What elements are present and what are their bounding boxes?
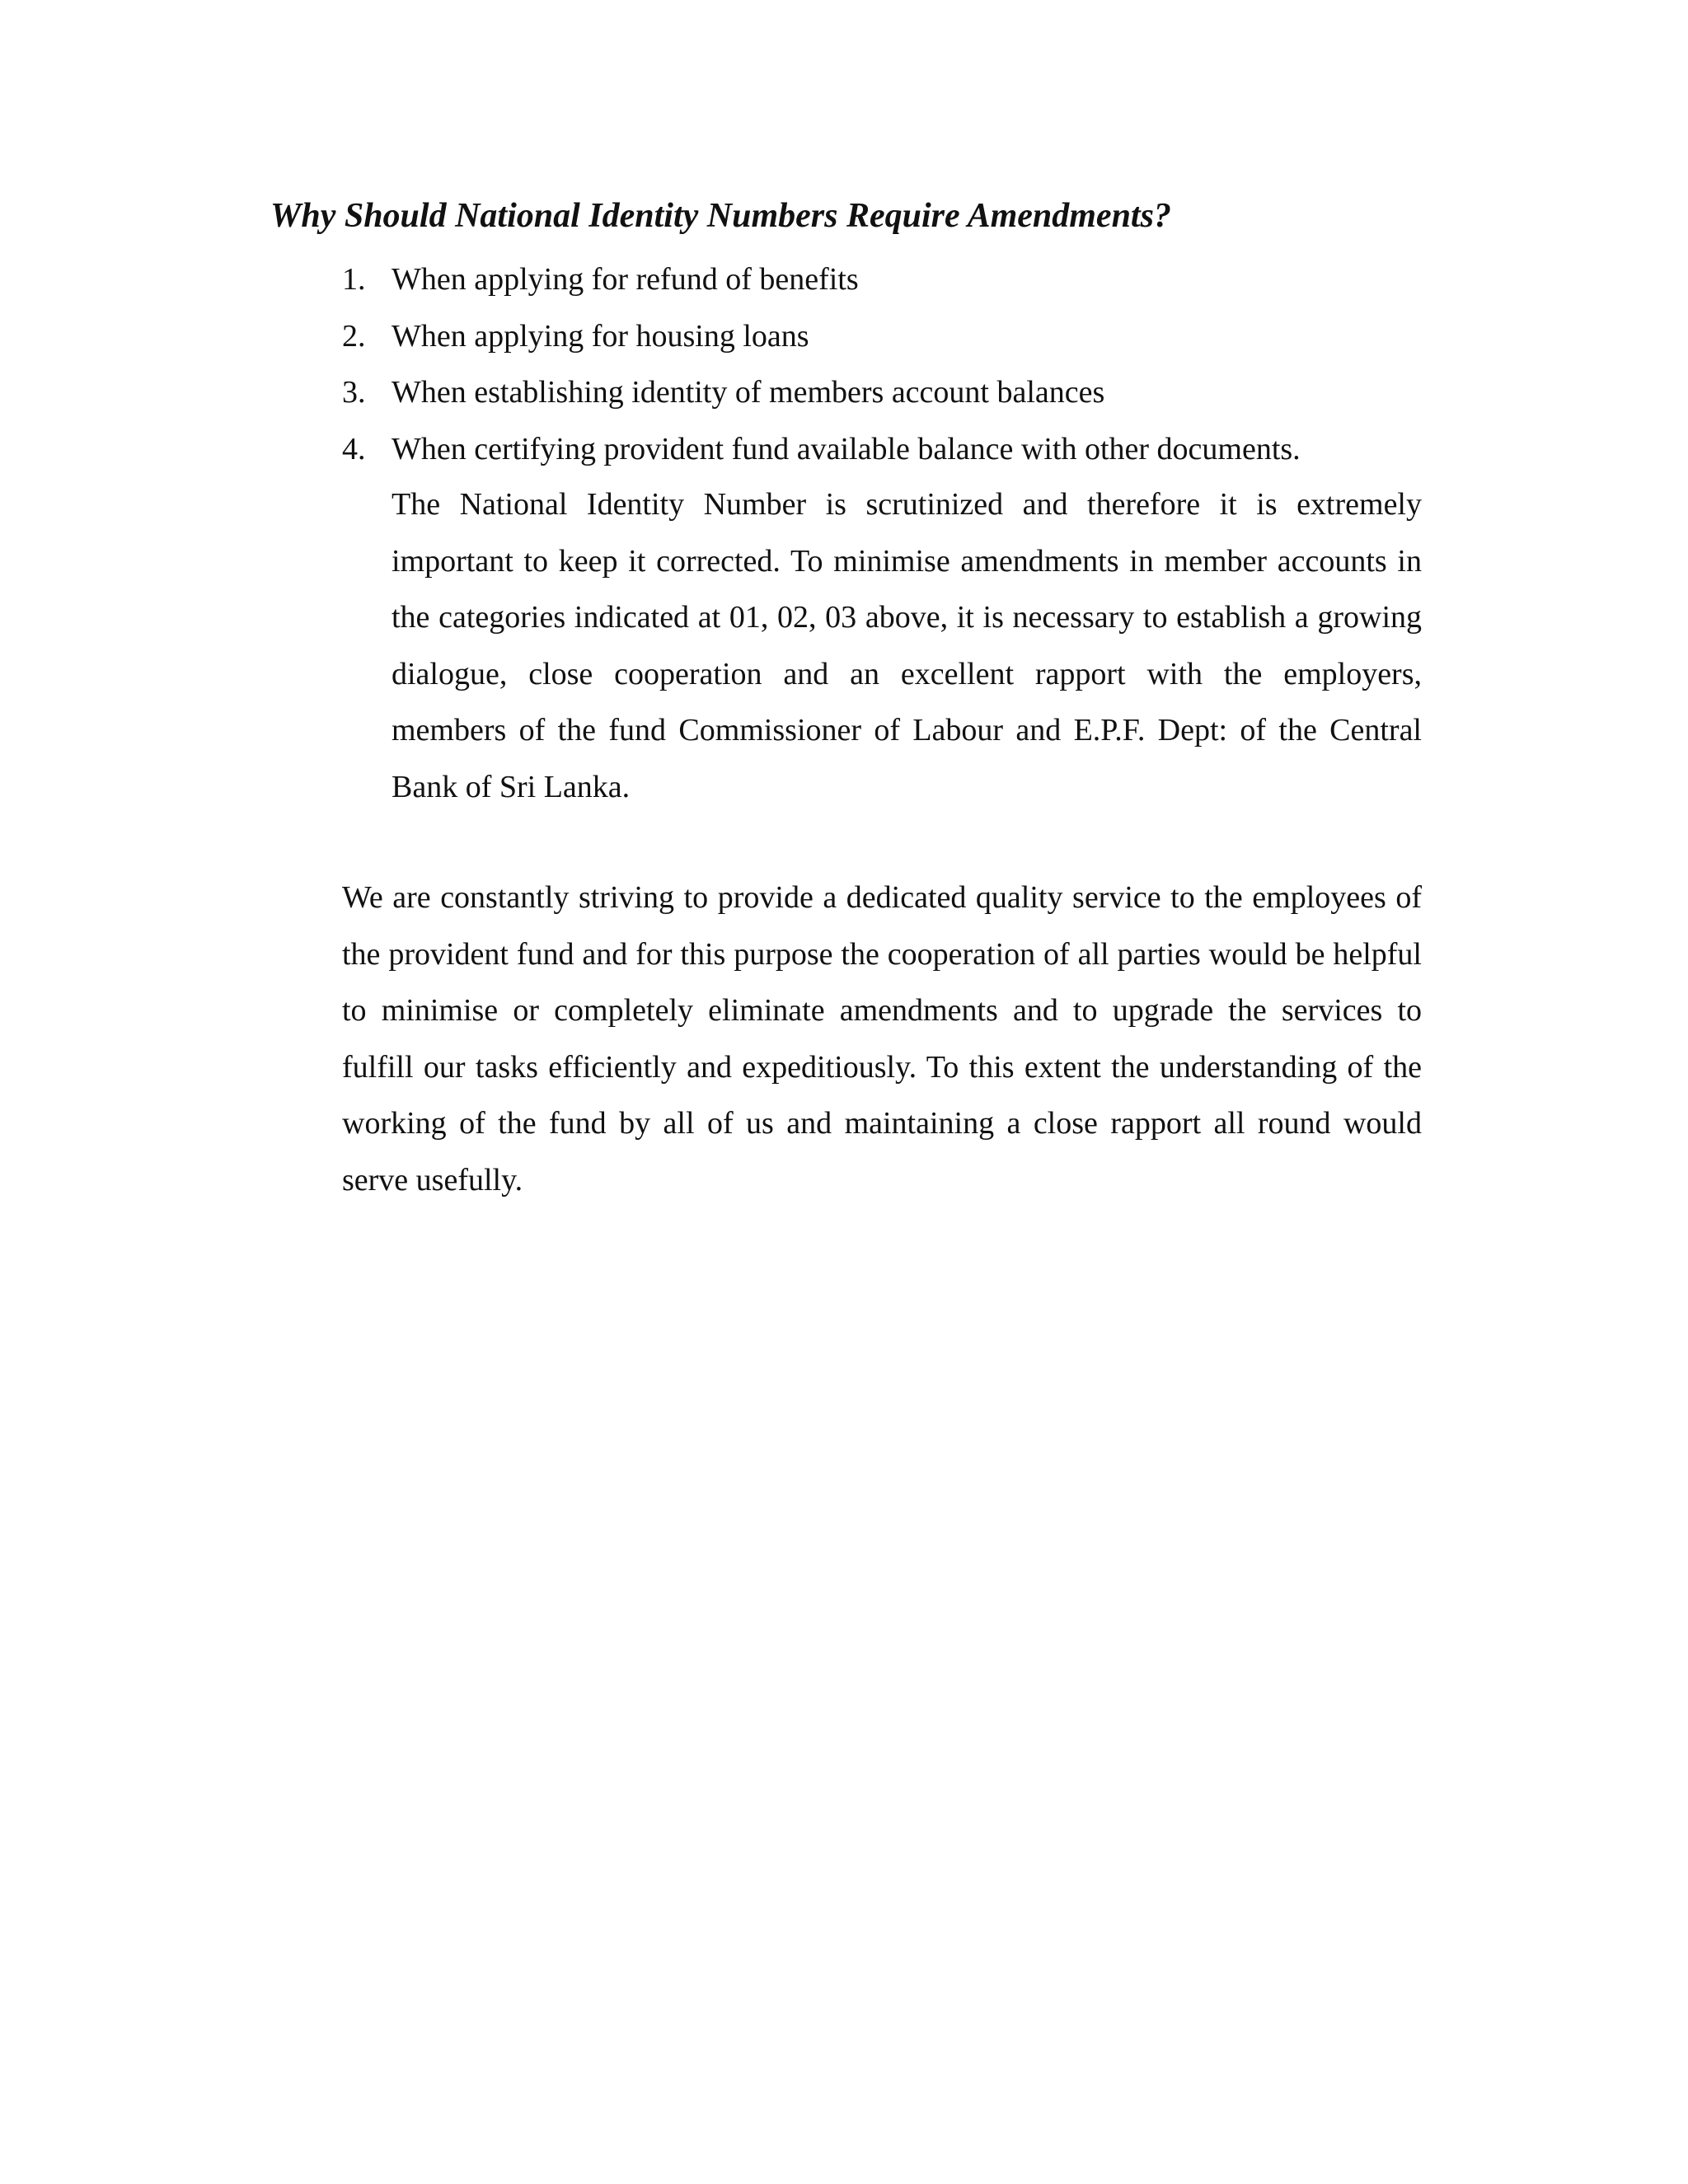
list-item-text: When applying for housing loans — [392, 318, 809, 354]
list-item-text: When establishing identity of members account balances — [392, 375, 1105, 410]
list-item — [342, 308, 1422, 365]
reasons-list — [342, 251, 1422, 477]
list-item — [342, 251, 1422, 308]
list-item — [342, 421, 1422, 478]
explanation-paragraph: The National Identity Number is scrutinized and therefore it is extremely important to keep it corrected. To minimise amendments in member accounts in the categories indicated at 01, 02, 03 above, it is necessary to establish a growing dialogue, close cooperation and an excellent rapport with the employers, members of the fund Commissioner of Labour and E.P.F. Dept: of the Central Bank of Sri Lanka. — [392, 487, 1422, 804]
list-item — [342, 364, 1422, 421]
section-heading: Why Should National Identity Numbers Require Amendments? — [270, 197, 1171, 235]
list-item-number: 1. — [342, 262, 366, 297]
list-item-number: 2. — [342, 318, 366, 354]
list-item-number: 3. — [342, 375, 366, 410]
list-item-text: When certifying provident fund available balance with other documents. — [392, 431, 1301, 466]
closing-paragraph: We are constantly striving to provide a dedicated quality service to the employees of the provident fund and for this purpose the cooperation of all parties would be helpful to minimise or completely eliminate amendments and to upgrade the services to fulfill our tasks efficiently and expeditiously. To this extent the understanding of the working of the fund by all of us and maintaining a close rapport all round would serve usefully. — [342, 880, 1422, 1197]
list-item-text: When applying for refund of benefits — [392, 262, 859, 297]
list-item-number: 4. — [342, 431, 366, 466]
